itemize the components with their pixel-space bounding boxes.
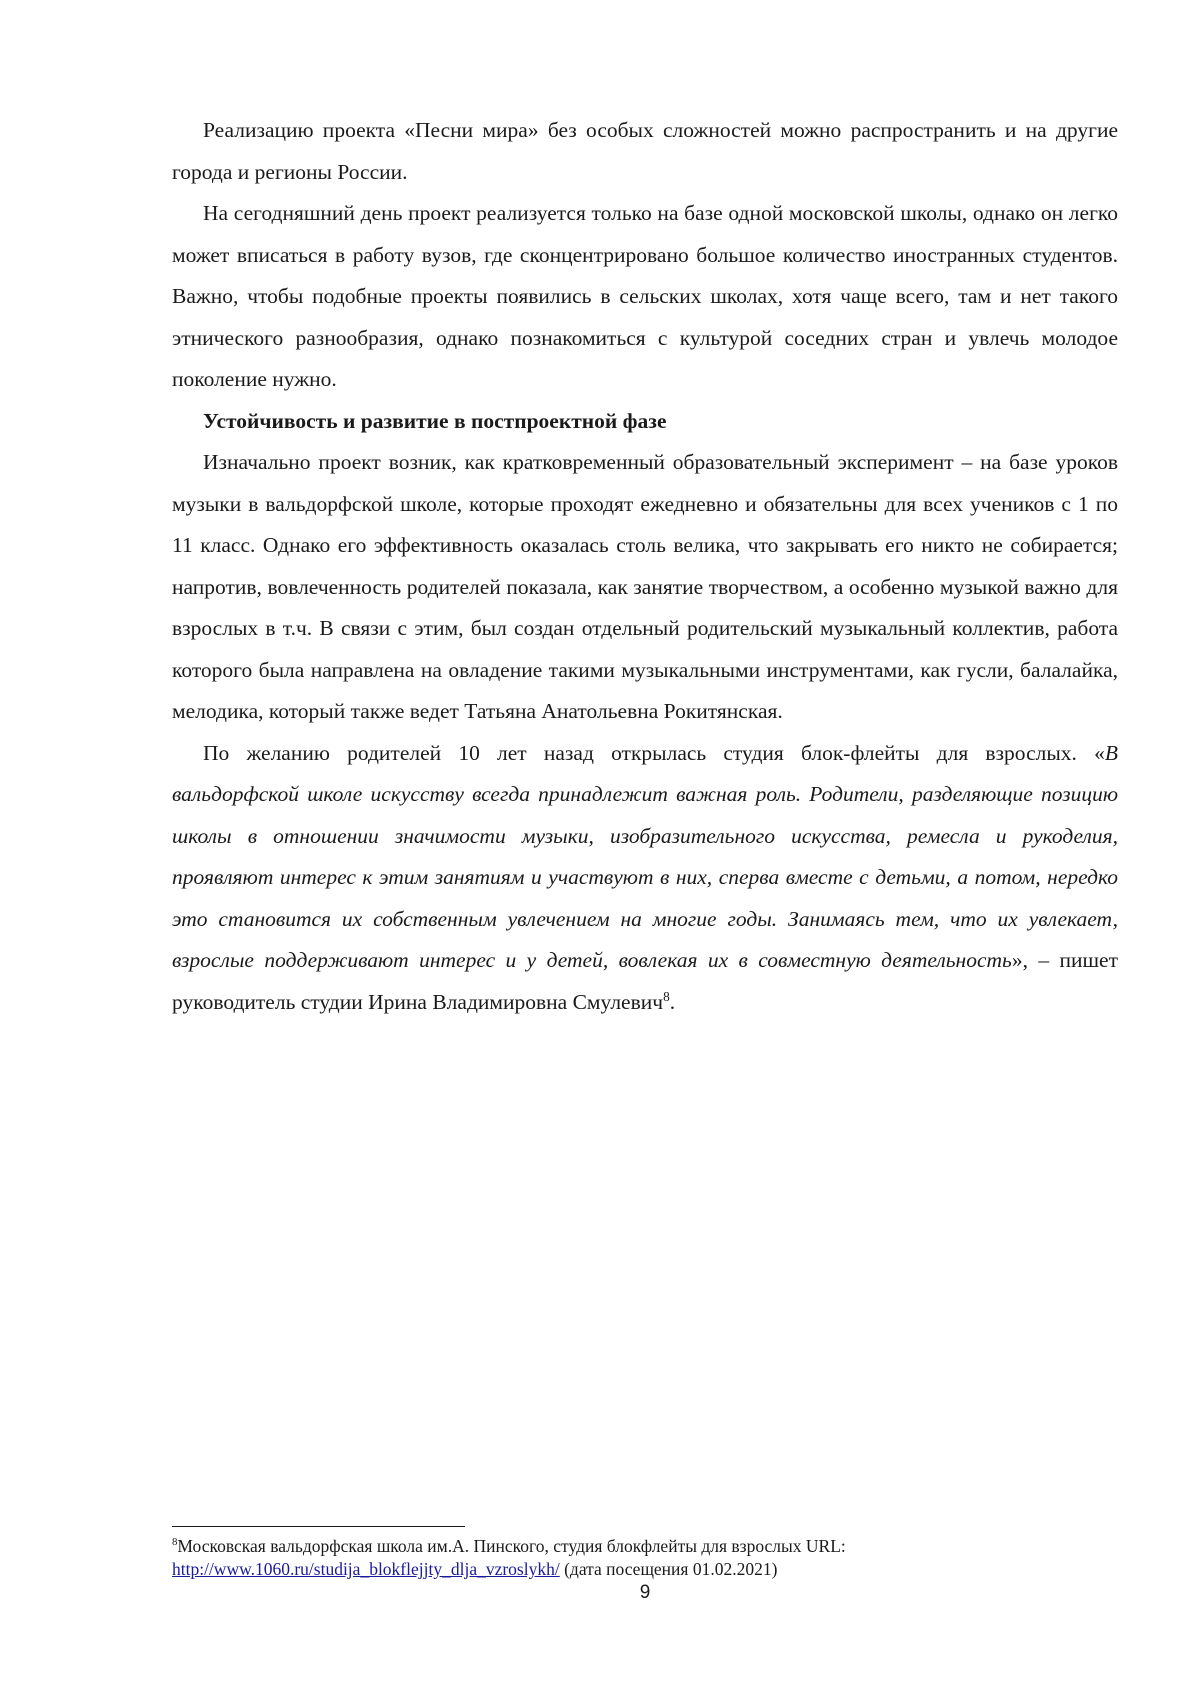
page-number: 9 xyxy=(639,1582,651,1603)
paragraph-4-lead: По желанию родителей 10 лет назад открылась студия блок-флейты для взрослых. « xyxy=(203,740,1105,765)
footnote-link[interactable]: http://www.1060.ru/studija_blokflejjty_dlja_vzroslykh/ xyxy=(172,1559,560,1579)
footnote-separator xyxy=(172,1526,465,1527)
footnote-marker: 8 xyxy=(172,1536,178,1549)
section-heading: Устойчивость и развитие в постпроектной фазе xyxy=(203,408,667,433)
footnote-text: Московская вальдорфская школа им.А. Пинского, студия блокфлейты для взрослых URL: xyxy=(177,1536,846,1556)
paragraph-2: На сегодняшний день проект реализуется только на базе одной московской школы, однако он легко может вписаться в работу вузов, где сконцентрировано большое количество иностранных студентов. Важно, чтобы подобные проекты появились в сельских школах, хотя чаще всего, там и нет такого этнического разнообразия, однако познакомиться с культурой соседних стран и увлечь молодое поколение нужно. xyxy=(172,201,1118,391)
footnote-date: (дата посещения 01.02.2021) xyxy=(559,1559,778,1579)
body-text xyxy=(172,110,1118,1023)
paragraph-4 xyxy=(172,733,1118,1024)
footnote xyxy=(172,1535,1118,1581)
paragraph-4-tail: », – пишет руководитель студии Ирина Владимировна Смулевич xyxy=(172,948,1118,1014)
paragraph-3: Изначально проект возник, как кратковременный образовательный эксперимент – на базе уроков музыки в вальдорфской школе, которые проходят ежедневно и обязательны для всех учеников с 1 по 11 класс. Однако его эффективность оказалась столь велика, что закрывать его никто не собирается; напротив, вовлеченность родителей показала, как занятие творчеством, а особенно музыкой важно для взрослых в т.ч. В связи с этим, был создан отдельный родительский музыкальный коллектив, работа которого была направлена на овладение такими музыкальными инструментами, как гусли, балалайка, мелодика, который также ведет Татьяна Анатольевна Рокитянская. xyxy=(172,450,1118,723)
footnote-line-2 xyxy=(172,1558,1118,1581)
footnote-line-1 xyxy=(172,1535,1118,1558)
quotation: В вальдорфской школе искусству всегда принадлежит важная роль. Родители, разделяющие позицию школы в отношении значимости музыки, изобразительного искусства, ремесла и рукоделия, проявляют интерес к этим занятиям и участвуют в них, сперва вместе с детьми, а потом, нередко это становится их собственным увлечением на многие годы. Занимаясь тем, что их увлекает, взрослые поддерживают интерес и у детей, вовлекая их в совместную деятельность xyxy=(172,740,1118,972)
paragraph-4-end: . xyxy=(669,989,676,1014)
paragraph-1: Реализацию проекта «Песни мира» без особых сложностей можно распространить и на другие города и регионы России. xyxy=(172,118,1118,184)
footnote-reference[interactable]: 8 xyxy=(663,988,670,1004)
